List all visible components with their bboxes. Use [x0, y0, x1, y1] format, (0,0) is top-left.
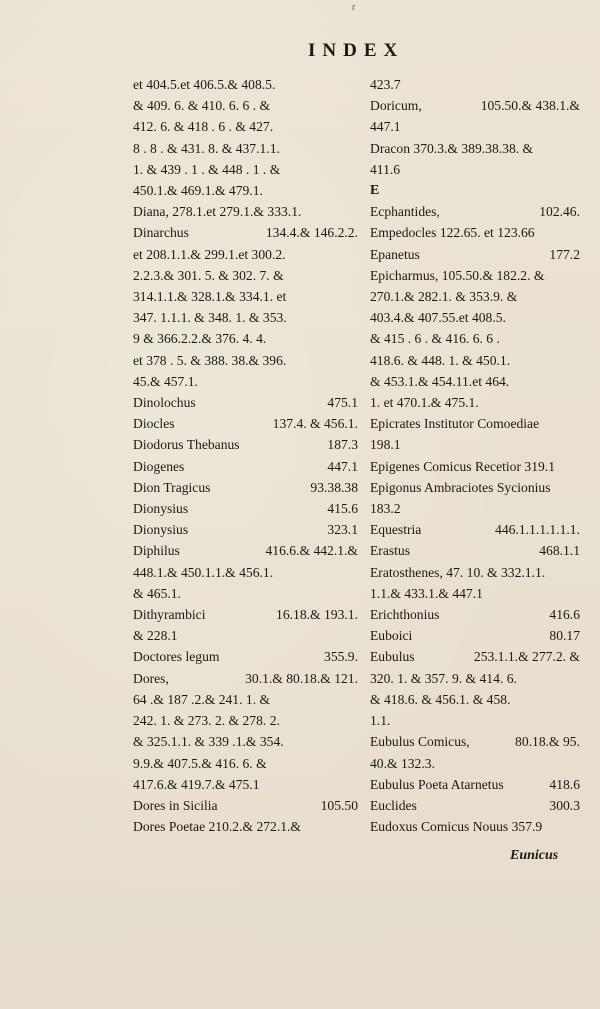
left-index-column [133, 74, 358, 837]
index-entry [133, 307, 358, 328]
index-entry [133, 625, 358, 646]
entry-pages: 300.3 [549, 797, 580, 813]
entry-text: Epicrates Institutor Comoediae [370, 416, 540, 432]
entry-text: & 325.1.1. & 339 .1.& 354. [133, 734, 284, 750]
index-entry [133, 371, 358, 392]
entry-text: & 228.1 [133, 628, 178, 644]
entry-text: 403.4.& 407.55.et 408.5. [370, 310, 506, 326]
index-entry [133, 604, 358, 625]
index-entry [370, 774, 580, 795]
index-entry [133, 201, 358, 222]
index-entry [133, 753, 358, 774]
entry-pages: 416.6.& 442.1.& [265, 543, 358, 559]
entry-text: Dion Tragicus [133, 479, 211, 495]
index-entry [133, 498, 358, 519]
entry-text: 1.1.& 433.1.& 447.1 [370, 585, 483, 601]
entry-pages: 323.1 [327, 522, 358, 538]
entry-pages: 468.1.1 [539, 543, 580, 559]
entry-text: 242. 1. & 273. 2. & 278. 2. [133, 713, 280, 729]
entry-pages: 80.18.& 95. [515, 734, 580, 750]
entry-text: 270.1.& 282.1. & 353.9. & [370, 289, 518, 305]
index-entry [370, 625, 580, 646]
entry-pages: 415.6 [327, 501, 358, 517]
index-entry [370, 434, 580, 455]
entry-text: 448.1.& 450.1.1.& 456.1. [133, 564, 274, 580]
index-entry [370, 350, 580, 371]
index-entry [370, 116, 580, 137]
index-entry [133, 519, 358, 540]
index-entry [370, 95, 580, 116]
entry-text: et 208.1.1.& 299.1.et 300.2. [133, 246, 286, 262]
top-mark: r [352, 2, 356, 13]
entry-text: Doctores legum [133, 649, 220, 665]
index-entry [370, 689, 580, 710]
index-entry [370, 498, 580, 519]
entry-text: 40.& 132.3. [370, 755, 435, 771]
entry-text: Eudoxus Comicus Nouus 357.9 [370, 819, 543, 835]
entry-text: Doricum, [370, 98, 422, 114]
entry-pages: 80.17 [549, 628, 580, 644]
entry-text: 423.7 [370, 77, 401, 92]
index-entry [370, 477, 580, 498]
entry-pages: 134.4.& 146.2.2. [265, 225, 358, 241]
entry-text: 450.1.& 469.1.& 479.1. [133, 183, 263, 199]
section-letter [370, 180, 580, 201]
entry-text: 9.9.& 407.5.& 416. 6. & [133, 755, 267, 771]
entry-text: et 404.5.et 406.5.& 408.5. [133, 77, 276, 92]
entry-pages: 105.50 [320, 797, 358, 813]
entry-text: 45.& 457.1. [133, 373, 198, 389]
index-entry [133, 562, 358, 583]
index-entry [370, 371, 580, 392]
index-entry [370, 413, 580, 434]
entry-text: Epicharmus, 105.50.& 182.2. & [370, 267, 545, 283]
index-entry [133, 74, 358, 95]
index-entry [133, 116, 358, 137]
entry-text: Dores Poetae 210.2.& 272.1.& [133, 819, 302, 835]
index-entry [370, 222, 580, 243]
index-entry [133, 392, 358, 413]
index-entry [370, 604, 580, 625]
index-entry [133, 413, 358, 434]
entry-pages: 418.6 [549, 776, 580, 792]
entry-text: Empedocles 122.65. et 123.66 [370, 225, 535, 241]
entry-text: Diogenes [133, 458, 185, 474]
entry-text: 320. 1. & 357. 9. & 414. 6. [370, 670, 517, 686]
entry-text: & 465.1. [133, 585, 181, 601]
index-entry [370, 795, 580, 816]
entry-text: 412. 6. & 418 . 6 . & 427. [133, 119, 274, 135]
entry-pages: 30.1.& 80.18.& 121. [245, 670, 358, 686]
entry-pages: 177.2 [549, 246, 580, 262]
entry-text: 1. & 439 . 1 . & 448 . 1 . & [133, 161, 281, 177]
entry-text: Eubulus Poeta Atarnetus [370, 776, 504, 792]
index-entry [370, 668, 580, 689]
entry-text: & 415 . 6 . & 416. 6. 6 . [370, 331, 500, 347]
index-entry [133, 222, 358, 243]
entry-text: Dinolochus [133, 395, 196, 411]
entry-text: Dithyrambici [133, 607, 206, 623]
entry-text: 314.1.1.& 328.1.& 334.1. et [133, 289, 287, 305]
entry-text: Dracon 370.3.& 389.38.38. & [370, 140, 534, 156]
index-entry [133, 180, 358, 201]
index-entry [370, 159, 580, 180]
index-entry [370, 646, 580, 667]
index-entry [370, 138, 580, 159]
index-entry [370, 519, 580, 540]
index-entry [370, 307, 580, 328]
entry-text: Euboici [370, 628, 413, 644]
index-entry [370, 265, 580, 286]
entry-text: Eubulus [370, 649, 415, 665]
entry-pages: 416.6 [549, 607, 580, 623]
entry-text: Ecphantides, [370, 204, 440, 220]
entry-text: Epigonus Ambraciotes Sycionius [370, 479, 551, 495]
entry-text: 1. et 470.1.& 475.1. [370, 395, 479, 411]
index-entry [133, 159, 358, 180]
index-entry [370, 244, 580, 265]
entry-text: Diana, 278.1.et 279.1.& 333.1. [133, 204, 302, 220]
entry-text: Diphilus [133, 543, 180, 559]
entry-text: Dores in Sicilia [133, 797, 218, 813]
entry-text: Equestria [370, 522, 422, 538]
index-entry [133, 540, 358, 561]
entry-text: Dores, [133, 670, 169, 686]
entry-text: Dionysius [133, 522, 189, 538]
index-entry [133, 434, 358, 455]
entry-pages: 102.46. [539, 204, 580, 220]
entry-text: Erastus [370, 543, 411, 559]
index-entry [133, 689, 358, 710]
entry-text: Epanetus [370, 246, 420, 262]
entry-pages: 446.1.1.1.1.1.1. [495, 522, 580, 538]
index-entry [133, 265, 358, 286]
entry-text: 183.2 [370, 501, 401, 517]
entry-text: Euclides [370, 797, 417, 813]
entry-text: 198.1 [370, 437, 401, 453]
index-entry [370, 731, 580, 752]
index-entry [133, 731, 358, 752]
entry-text: et 378 . 5. & 388. 38.& 396. [133, 352, 287, 368]
index-entry [370, 201, 580, 222]
index-entry [133, 774, 358, 795]
index-entry [133, 286, 358, 307]
index-entry [370, 710, 580, 731]
entry-pages: 475.1 [327, 395, 358, 411]
entry-text: Dionysius [133, 501, 189, 517]
entry-text: Eratosthenes, 47. 10. & 332.1.1. [370, 564, 546, 580]
entry-text: Diocles [133, 416, 175, 432]
entry-text: 8 . 8 . & 431. 8. & 437.1.1. [133, 140, 280, 156]
entry-text: 411.6 [370, 161, 401, 177]
index-entry [133, 244, 358, 265]
index-entry [133, 795, 358, 816]
entry-pages: 16.18.& 193.1. [276, 607, 358, 623]
entry-pages: 253.1.1.& 277.2. & [473, 649, 580, 665]
page-header: INDEX [308, 40, 405, 61]
index-entry [133, 328, 358, 349]
entry-text: & 409. 6. & 410. 6. 6 . & [133, 98, 271, 114]
entry-text: 447.1 [370, 119, 401, 135]
entry-pages: 187.3 [327, 437, 358, 453]
index-entry [370, 328, 580, 349]
index-entry [370, 753, 580, 774]
entry-text: Epigenes Comicus Recetior 319.1 [370, 458, 555, 474]
index-entry [370, 540, 580, 561]
index-entry [370, 392, 580, 413]
entry-pages: 93.38.38 [310, 479, 358, 495]
entry-text: 2.2.3.& 301. 5. & 302. 7. & [133, 267, 284, 283]
index-entry [133, 138, 358, 159]
index-entry [133, 668, 358, 689]
index-entry [370, 583, 580, 604]
index-entry [133, 583, 358, 604]
entry-pages: 105.50.& 438.1.& [480, 98, 580, 114]
entry-text: 418.6. & 448. 1. & 450.1. [370, 352, 511, 368]
entry-text: E [370, 183, 380, 199]
index-entry [133, 456, 358, 477]
entry-text: 347. 1.1.1. & 348. 1. & 353. [133, 310, 287, 326]
entry-pages: 355.9. [324, 649, 358, 665]
index-entry [133, 710, 358, 731]
catchword: Eunicus [510, 848, 559, 863]
entry-text: & 418.6. & 456.1. & 458. [370, 691, 511, 707]
entry-pages: 447.1 [327, 458, 358, 474]
entry-text: & 453.1.& 454.11.et 464. [370, 373, 510, 389]
entry-text: Diodorus Thebanus [133, 437, 240, 453]
index-entry [370, 562, 580, 583]
entry-pages: 137.4. & 456.1. [272, 416, 358, 432]
entry-text: Erichthonius [370, 607, 440, 623]
index-entry [370, 74, 580, 95]
index-entry [370, 816, 580, 837]
entry-text: 64 .& 187 .2.& 241. 1. & [133, 691, 271, 707]
right-index-column [370, 74, 580, 837]
index-entry [133, 477, 358, 498]
entry-text: Eubulus Comicus, [370, 734, 470, 750]
index-entry [370, 456, 580, 477]
index-entry [133, 646, 358, 667]
entry-text: 9 & 366.2.2.& 376. 4. 4. [133, 331, 267, 347]
index-entry [133, 816, 358, 837]
index-entry [370, 286, 580, 307]
entry-text: 1.1. [370, 713, 391, 729]
index-entry [133, 95, 358, 116]
entry-text: 417.6.& 419.7.& 475.1 [133, 776, 260, 792]
entry-text: Dinarchus [133, 225, 189, 241]
index-entry [133, 350, 358, 371]
